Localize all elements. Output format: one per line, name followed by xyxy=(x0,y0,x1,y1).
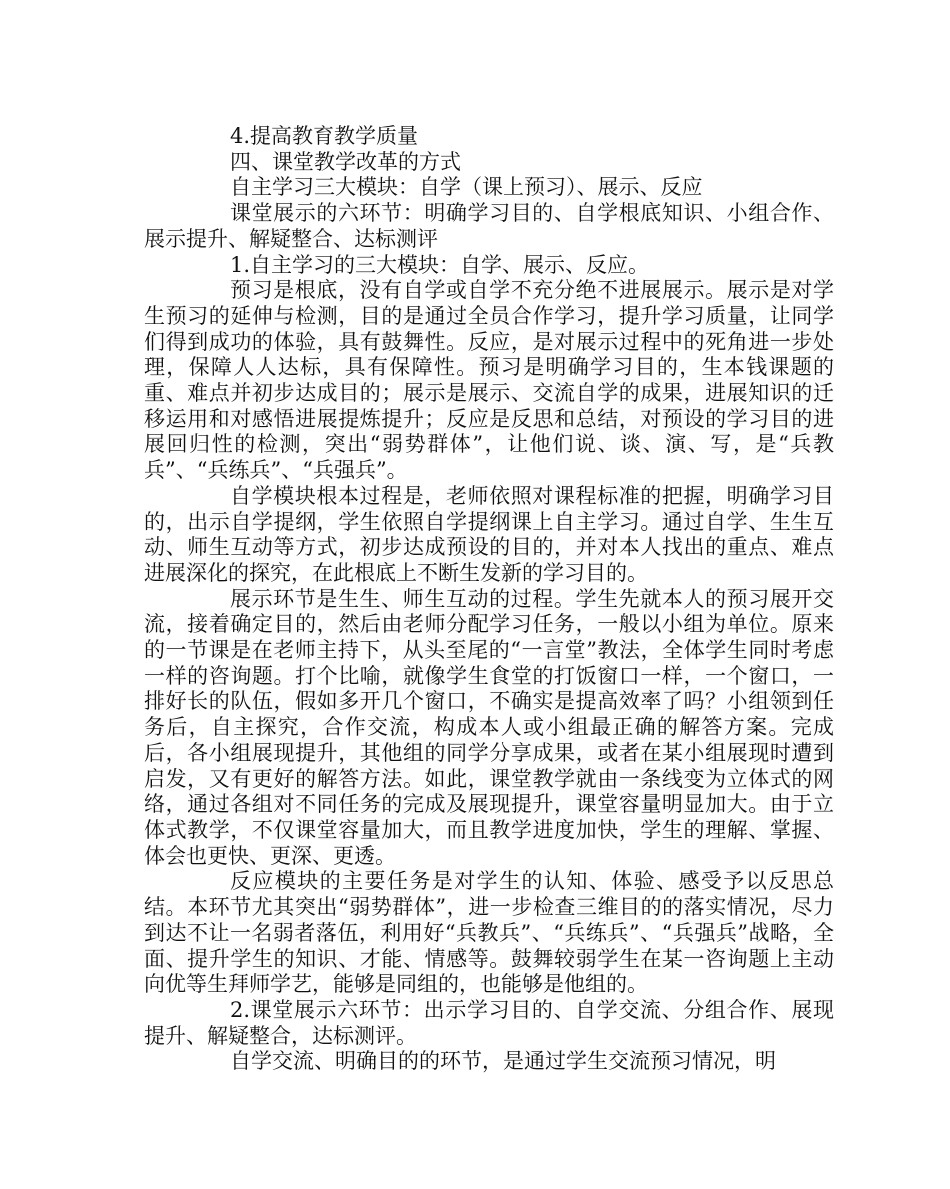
paragraph-feedback: 反应模块的主要任务是对学生的认知、体验、感受予以反思总结。本环节尤其突出“弱势群体”，进一步检查三维目的的落实情况，尽力到达不让一名弱者落伍，利用好“兵教兵”、“兵练兵”、“兵强兵”战略，全面、提升学生的知识、才能、情感等。鼓舞较弱学生在某一咨询题上主动向优等生拜师学艺，能够是同组的，也能够是他组的。 xyxy=(144,869,834,997)
document-body xyxy=(144,124,834,1075)
paragraph-three-modules: 自主学习三大模块：自学（课上预习）、展示、反应 xyxy=(230,175,703,200)
paragraph-exchange: 自学交流、明确目的的环节，是通过学生交流预习情况，明 xyxy=(230,1049,776,1074)
subheading-1: 1.自主学习的三大模块：自学、展示、反应。 xyxy=(230,252,650,277)
paragraph-presentation: 展示环节是生生、师生互动的过程。学生先就本人的预习展开交流，接着确定目的，然后由老师分配学习任务，一般以小组为单位。原来的一节课是在老师主持下，从头至尾的“一言堂”教法，全体学生同时考虑一样的咨询题。打个比喻，就像学生食堂的打饭窗口一样，一个窗口，一排好长的队伍，假如多开几个窗口，不确实是提高效率了吗？小组领到任务后，自主探究，合作交流，构成本人或小组最正确的解答方案。完成后，各小组展现提升，其他组的同学分享成果，或者在某小组展现时遭到启发，又有更好的解答方法。如此，课堂教学就由一条线变为立体式的网络，通过各组对不同任务的完成及展现提升，课堂容量明显加大。由于立体式教学，不仅课堂容量加大，而且教学进度加快，学生的理解、掌握、体会也更快、更深、更透。 xyxy=(144,586,834,868)
subheading-2: 2.课堂展示六环节：出示学习目的、自学交流、分组合作、展现提升、解疑整合，达标测评。 xyxy=(144,997,834,1048)
list-item-4: 4.提高教育教学质量 xyxy=(230,124,419,148)
section-heading-4: 四、课堂教学改革的方式 xyxy=(230,149,461,174)
paragraph-six-steps: 课堂展示的六环节：明确学习目的、自学根底知识、小组合作、展示提升、解疑整合、达标测评 xyxy=(144,201,834,251)
paragraph-self-study: 自学模块根本过程是，老师依照对课程标准的把握，明确学习目的，出示自学提纲，学生依照自学提纲课上自主学习。通过自学、生生互动、师生互动等方式，初步达成预设的目的，并对本人找出的重点、难点进展深化的探究，在此根底上不断生发新的学习目的。 xyxy=(144,483,834,585)
paragraph-preview: 预习是根底，没有自学或自学不充分绝不进展展示。展示是对学生预习的延伸与检测，目的是通过全员合作学习，提升学习质量，让同学们得到成功的体验，具有鼓舞性。反应，是对展示过程中的死角进一步处理，保障人人达标，具有保障性。预习是明确学习目的，生本钱课题的重、难点并初步达成目的；展示是展示、交流自学的成果，进展知识的迁移运用和对感悟进展提炼提升；反应是反思和总结，对预设的学习目的进展回归性的检测，突出“弱势群体”，让他们说、谈、演、写，是“兵教兵”、“兵练兵”、“兵强兵”。 xyxy=(144,278,834,483)
